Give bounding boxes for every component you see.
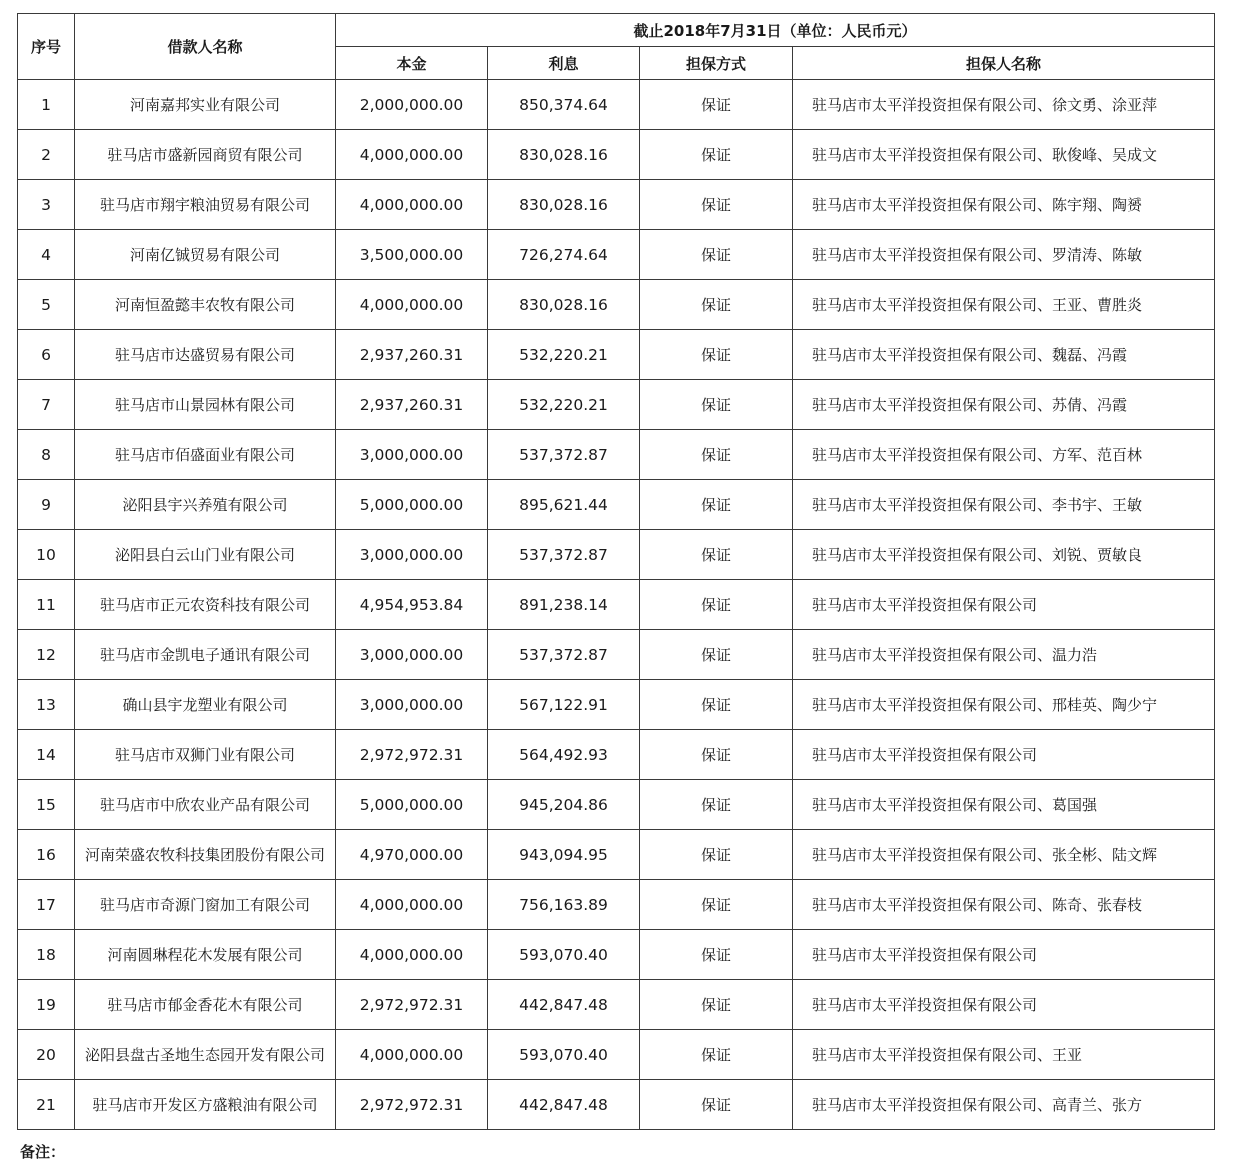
cell-principal: 4,000,000.00 bbox=[336, 880, 488, 930]
cell-interest: 895,621.44 bbox=[488, 480, 640, 530]
cell-guarantee-method: 保证 bbox=[640, 780, 793, 830]
cell-borrower: 驻马店市盛新园商贸有限公司 bbox=[75, 130, 336, 180]
cell-guarantee-method: 保证 bbox=[640, 1030, 793, 1080]
cell-interest: 532,220.21 bbox=[488, 380, 640, 430]
cell-seq: 18 bbox=[18, 930, 75, 980]
cell-guarantee-method: 保证 bbox=[640, 180, 793, 230]
cell-guarantors: 驻马店市太平洋投资担保有限公司、葛国强 bbox=[793, 780, 1215, 830]
cell-principal: 2,972,972.31 bbox=[336, 980, 488, 1030]
cell-guarantee-method: 保证 bbox=[640, 480, 793, 530]
table-row bbox=[18, 180, 1215, 230]
cell-principal: 4,000,000.00 bbox=[336, 280, 488, 330]
table-row bbox=[18, 880, 1215, 930]
cell-seq: 12 bbox=[18, 630, 75, 680]
cell-borrower: 驻马店市佰盛面业有限公司 bbox=[75, 430, 336, 480]
table-row bbox=[18, 230, 1215, 280]
table-row bbox=[18, 530, 1215, 580]
cell-seq: 21 bbox=[18, 1080, 75, 1130]
table-row bbox=[18, 780, 1215, 830]
cell-guarantors: 驻马店市太平洋投资担保有限公司、高青兰、张方 bbox=[793, 1080, 1215, 1130]
cell-guarantors: 驻马店市太平洋投资担保有限公司、刘锐、贾敏良 bbox=[793, 530, 1215, 580]
header-principal: 本金 bbox=[336, 47, 488, 80]
loan-table bbox=[17, 13, 1215, 1130]
cell-principal: 2,937,260.31 bbox=[336, 380, 488, 430]
cell-seq: 5 bbox=[18, 280, 75, 330]
cell-guarantee-method: 保证 bbox=[640, 330, 793, 380]
cell-borrower: 驻马店市山景园林有限公司 bbox=[75, 380, 336, 430]
cell-interest: 442,847.48 bbox=[488, 980, 640, 1030]
cell-borrower: 驻马店市达盛贸易有限公司 bbox=[75, 330, 336, 380]
cell-guarantors: 驻马店市太平洋投资担保有限公司 bbox=[793, 580, 1215, 630]
cell-guarantee-method: 保证 bbox=[640, 580, 793, 630]
cell-guarantee-method: 保证 bbox=[640, 430, 793, 480]
cell-interest: 532,220.21 bbox=[488, 330, 640, 380]
cell-principal: 5,000,000.00 bbox=[336, 780, 488, 830]
cell-seq: 14 bbox=[18, 730, 75, 780]
cell-principal: 3,000,000.00 bbox=[336, 530, 488, 580]
cell-principal: 2,972,972.31 bbox=[336, 1080, 488, 1130]
cell-guarantors: 驻马店市太平洋投资担保有限公司、徐文勇、涂亚萍 bbox=[793, 80, 1215, 130]
cell-interest: 830,028.16 bbox=[488, 280, 640, 330]
cell-interest: 726,274.64 bbox=[488, 230, 640, 280]
cell-interest: 850,374.64 bbox=[488, 80, 640, 130]
table-row bbox=[18, 130, 1215, 180]
cell-interest: 891,238.14 bbox=[488, 580, 640, 630]
cell-borrower: 泌阳县宇兴养殖有限公司 bbox=[75, 480, 336, 530]
cell-interest: 945,204.86 bbox=[488, 780, 640, 830]
cell-principal: 5,000,000.00 bbox=[336, 480, 488, 530]
cell-seq: 8 bbox=[18, 430, 75, 480]
table-row bbox=[18, 1080, 1215, 1130]
cell-borrower: 河南恒盈懿丰农牧有限公司 bbox=[75, 280, 336, 330]
table-body bbox=[18, 80, 1215, 1130]
cell-seq: 3 bbox=[18, 180, 75, 230]
header-interest: 利息 bbox=[488, 47, 640, 80]
cell-principal: 3,500,000.00 bbox=[336, 230, 488, 280]
cell-guarantors: 驻马店市太平洋投资担保有限公司、李书宇、王敏 bbox=[793, 480, 1215, 530]
table-row bbox=[18, 830, 1215, 880]
cell-borrower: 确山县宇龙塑业有限公司 bbox=[75, 680, 336, 730]
cell-guarantee-method: 保证 bbox=[640, 380, 793, 430]
cell-borrower: 驻马店市奇源门窗加工有限公司 bbox=[75, 880, 336, 930]
table-row bbox=[18, 980, 1215, 1030]
cell-guarantors: 驻马店市太平洋投资担保有限公司、王亚、曹胜炎 bbox=[793, 280, 1215, 330]
cell-seq: 19 bbox=[18, 980, 75, 1030]
cell-seq: 4 bbox=[18, 230, 75, 280]
header-seq: 序号 bbox=[18, 14, 75, 80]
cell-guarantors: 驻马店市太平洋投资担保有限公司、王亚 bbox=[793, 1030, 1215, 1080]
cell-seq: 20 bbox=[18, 1030, 75, 1080]
table-row bbox=[18, 80, 1215, 130]
cell-seq: 15 bbox=[18, 780, 75, 830]
cell-guarantors: 驻马店市太平洋投资担保有限公司 bbox=[793, 930, 1215, 980]
cell-guarantee-method: 保证 bbox=[640, 280, 793, 330]
cell-interest: 830,028.16 bbox=[488, 180, 640, 230]
cell-seq: 2 bbox=[18, 130, 75, 180]
cell-borrower: 河南亿铖贸易有限公司 bbox=[75, 230, 336, 280]
cell-borrower: 驻马店市郁金香花木有限公司 bbox=[75, 980, 336, 1030]
cell-interest: 756,163.89 bbox=[488, 880, 640, 930]
cell-interest: 567,122.91 bbox=[488, 680, 640, 730]
cell-borrower: 驻马店市开发区方盛粮油有限公司 bbox=[75, 1080, 336, 1130]
cell-interest: 593,070.40 bbox=[488, 1030, 640, 1080]
cell-interest: 830,028.16 bbox=[488, 130, 640, 180]
cell-principal: 3,000,000.00 bbox=[336, 630, 488, 680]
cell-seq: 13 bbox=[18, 680, 75, 730]
cell-guarantors: 驻马店市太平洋投资担保有限公司 bbox=[793, 730, 1215, 780]
table-header bbox=[18, 14, 1215, 80]
cell-principal: 4,000,000.00 bbox=[336, 180, 488, 230]
table-row bbox=[18, 1030, 1215, 1080]
cell-seq: 11 bbox=[18, 580, 75, 630]
cell-guarantors: 驻马店市太平洋投资担保有限公司、陈奇、张春枝 bbox=[793, 880, 1215, 930]
cell-principal: 3,000,000.00 bbox=[336, 430, 488, 480]
cell-borrower: 驻马店市正元农资科技有限公司 bbox=[75, 580, 336, 630]
cell-borrower: 河南荣盛农牧科技集团股份有限公司 bbox=[75, 830, 336, 880]
cell-guarantors: 驻马店市太平洋投资担保有限公司 bbox=[793, 980, 1215, 1030]
header-guarantee-method: 担保方式 bbox=[640, 47, 793, 80]
cell-borrower: 泌阳县白云山门业有限公司 bbox=[75, 530, 336, 580]
table-row bbox=[18, 330, 1215, 380]
cell-guarantee-method: 保证 bbox=[640, 130, 793, 180]
cell-guarantors: 驻马店市太平洋投资担保有限公司、温力浩 bbox=[793, 630, 1215, 680]
note-label: 备注： bbox=[20, 1143, 66, 1161]
cell-borrower: 驻马店市双狮门业有限公司 bbox=[75, 730, 336, 780]
cell-guarantors: 驻马店市太平洋投资担保有限公司、魏磊、冯霞 bbox=[793, 330, 1215, 380]
cell-guarantee-method: 保证 bbox=[640, 630, 793, 680]
table-row bbox=[18, 730, 1215, 780]
table-row bbox=[18, 580, 1215, 630]
cell-guarantee-method: 保证 bbox=[640, 930, 793, 980]
cell-principal: 2,000,000.00 bbox=[336, 80, 488, 130]
table-row bbox=[18, 480, 1215, 530]
cell-guarantors: 驻马店市太平洋投资担保有限公司、苏倩、冯霞 bbox=[793, 380, 1215, 430]
cell-principal: 3,000,000.00 bbox=[336, 680, 488, 730]
cell-guarantors: 驻马店市太平洋投资担保有限公司、方军、范百林 bbox=[793, 430, 1215, 480]
cell-borrower: 河南嘉邦实业有限公司 bbox=[75, 80, 336, 130]
header-guarantor: 担保人名称 bbox=[793, 47, 1215, 80]
cell-seq: 1 bbox=[18, 80, 75, 130]
cell-principal: 2,937,260.31 bbox=[336, 330, 488, 380]
cell-principal: 4,000,000.00 bbox=[336, 1030, 488, 1080]
cell-guarantors: 驻马店市太平洋投资担保有限公司、陈宇翔、陶赟 bbox=[793, 180, 1215, 230]
cell-principal: 4,954,953.84 bbox=[336, 580, 488, 630]
cell-guarantors: 驻马店市太平洋投资担保有限公司、耿俊峰、吴成文 bbox=[793, 130, 1215, 180]
table-row bbox=[18, 380, 1215, 430]
cell-guarantee-method: 保证 bbox=[640, 530, 793, 580]
cell-principal: 4,970,000.00 bbox=[336, 830, 488, 880]
cell-principal: 4,000,000.00 bbox=[336, 130, 488, 180]
header-borrower: 借款人名称 bbox=[75, 14, 336, 80]
cell-interest: 537,372.87 bbox=[488, 530, 640, 580]
cell-guarantee-method: 保证 bbox=[640, 880, 793, 930]
cell-borrower: 河南圆琳程花木发展有限公司 bbox=[75, 930, 336, 980]
cell-guarantors: 驻马店市太平洋投资担保有限公司、罗清涛、陈敏 bbox=[793, 230, 1215, 280]
cell-interest: 537,372.87 bbox=[488, 430, 640, 480]
cell-seq: 7 bbox=[18, 380, 75, 430]
table-row bbox=[18, 630, 1215, 680]
cell-interest: 537,372.87 bbox=[488, 630, 640, 680]
table-row bbox=[18, 930, 1215, 980]
cell-guarantee-method: 保证 bbox=[640, 980, 793, 1030]
cell-interest: 564,492.93 bbox=[488, 730, 640, 780]
table-row bbox=[18, 280, 1215, 330]
cell-interest: 943,094.95 bbox=[488, 830, 640, 880]
cell-guarantee-method: 保证 bbox=[640, 80, 793, 130]
cell-borrower: 驻马店市翔宇粮油贸易有限公司 bbox=[75, 180, 336, 230]
table-row bbox=[18, 680, 1215, 730]
cell-guarantee-method: 保证 bbox=[640, 680, 793, 730]
cell-guarantors: 驻马店市太平洋投资担保有限公司、邢桂英、陶少宁 bbox=[793, 680, 1215, 730]
table-row bbox=[18, 430, 1215, 480]
cell-guarantee-method: 保证 bbox=[640, 230, 793, 280]
cell-guarantors: 驻马店市太平洋投资担保有限公司、张全彬、陆文辉 bbox=[793, 830, 1215, 880]
cell-borrower: 驻马店市中欣农业产品有限公司 bbox=[75, 780, 336, 830]
cell-principal: 4,000,000.00 bbox=[336, 930, 488, 980]
cell-guarantee-method: 保证 bbox=[640, 1080, 793, 1130]
cell-borrower: 泌阳县盘古圣地生态园开发有限公司 bbox=[75, 1030, 336, 1080]
cell-guarantee-method: 保证 bbox=[640, 730, 793, 780]
header-row-top bbox=[18, 14, 1215, 47]
cell-seq: 16 bbox=[18, 830, 75, 880]
cell-borrower: 驻马店市金凯电子通讯有限公司 bbox=[75, 630, 336, 680]
cell-interest: 593,070.40 bbox=[488, 930, 640, 980]
cell-seq: 6 bbox=[18, 330, 75, 380]
cell-guarantee-method: 保证 bbox=[640, 830, 793, 880]
cell-seq: 10 bbox=[18, 530, 75, 580]
cell-interest: 442,847.48 bbox=[488, 1080, 640, 1130]
cell-principal: 2,972,972.31 bbox=[336, 730, 488, 780]
header-date-unit: 截止2018年7月31日（单位：人民币元） bbox=[336, 14, 1215, 47]
cell-seq: 17 bbox=[18, 880, 75, 930]
cell-seq: 9 bbox=[18, 480, 75, 530]
